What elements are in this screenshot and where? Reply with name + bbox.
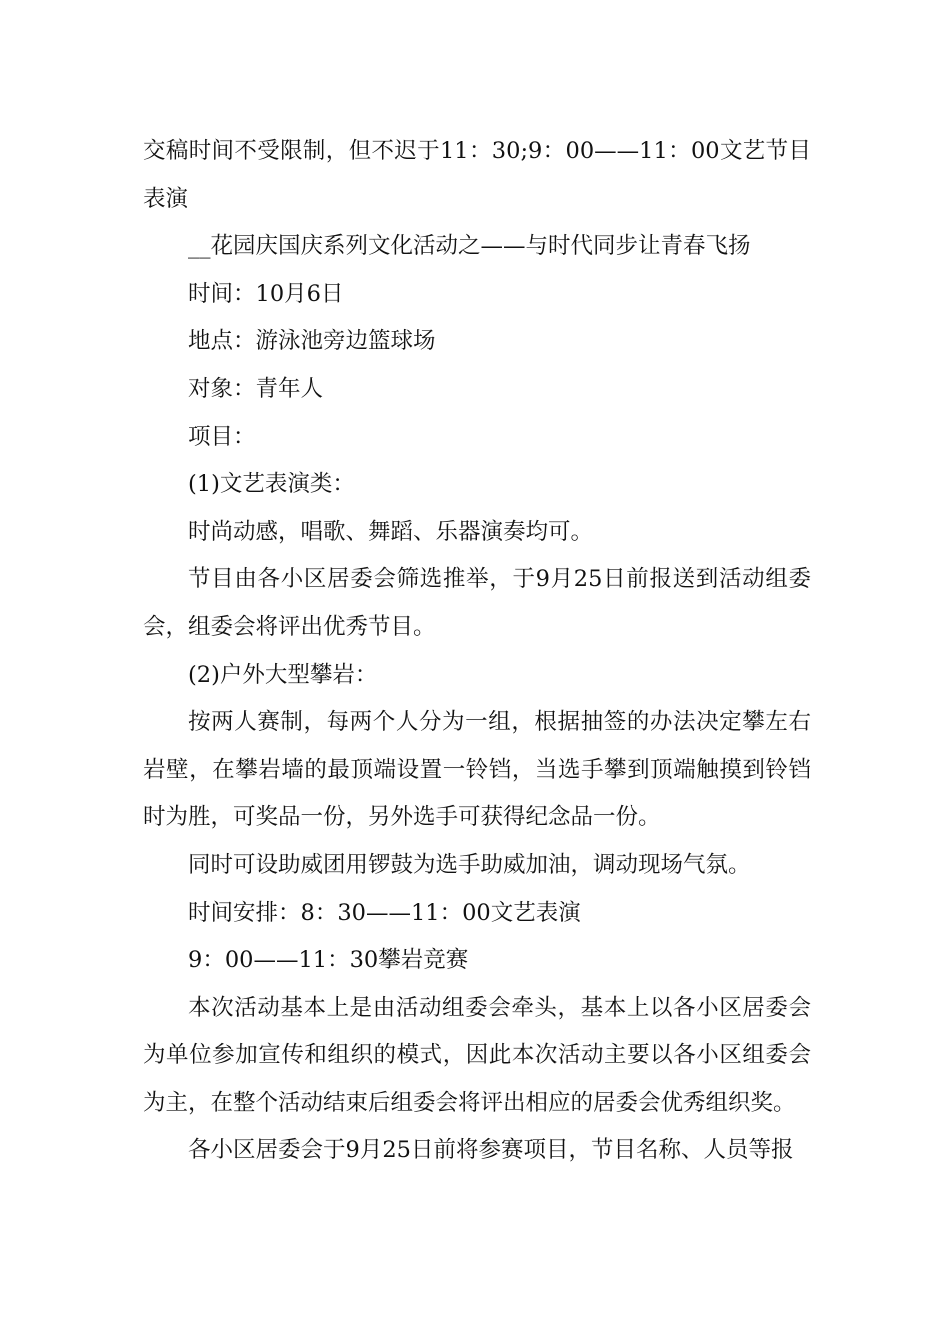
document-body <box>143 128 811 1175</box>
paragraph: 9：00——11：30攀岩竞赛 <box>188 947 469 974</box>
paragraph: 地点：游泳池旁边篮球场 <box>188 328 436 355</box>
paragraph: 同时可设助威团用锣鼓为选手助威加油，调动现场气氛。 <box>188 851 751 878</box>
paragraph: 项目： <box>188 423 256 450</box>
paragraph: 按两人赛制，每两个人分为一组，根据抽签的办法决定攀左右岩壁，在攀岩墙的最顶端设置一铃铛，当选手攀到顶端触摸到铃铛时为胜，可奖品一份，另外选手可获得纪念品一份。 <box>143 709 811 831</box>
paragraph: 节目由各小区居委会筛选推举，于9月25日前报送到活动组委会，组委会将评出优秀节目。 <box>143 566 811 640</box>
paragraph: 本次活动基本上是由活动组委会牵头，基本上以各小区居委会为单位参加宣传和组织的模式，因此本次活动主要以各小区组委会为主，在整个活动结束后组委会将评出相应的居委会优秀组织奖。 <box>143 994 811 1116</box>
paragraph: 时间：10月6日 <box>188 280 344 307</box>
paragraph: (2)户外大型攀岩： <box>188 661 378 688</box>
paragraph: __花园庆国庆系列文化活动之——与时代同步让青春飞扬 <box>188 233 751 260</box>
paragraph: 各小区居委会于9月25日前将参赛项目，节目名称、人员等报 <box>188 1137 794 1164</box>
paragraph: 交稿时间不受限制，但不迟于11：30;9：00——11：00文艺节目表演 <box>143 138 811 212</box>
paragraph: 对象：青年人 <box>188 375 324 402</box>
paragraph: 时间安排：8：30——11：00文艺表演 <box>188 899 581 926</box>
paragraph: 时尚动感，唱歌、舞蹈、乐器演奏均可。 <box>188 518 594 545</box>
paragraph: (1)文艺表演类： <box>188 471 355 498</box>
